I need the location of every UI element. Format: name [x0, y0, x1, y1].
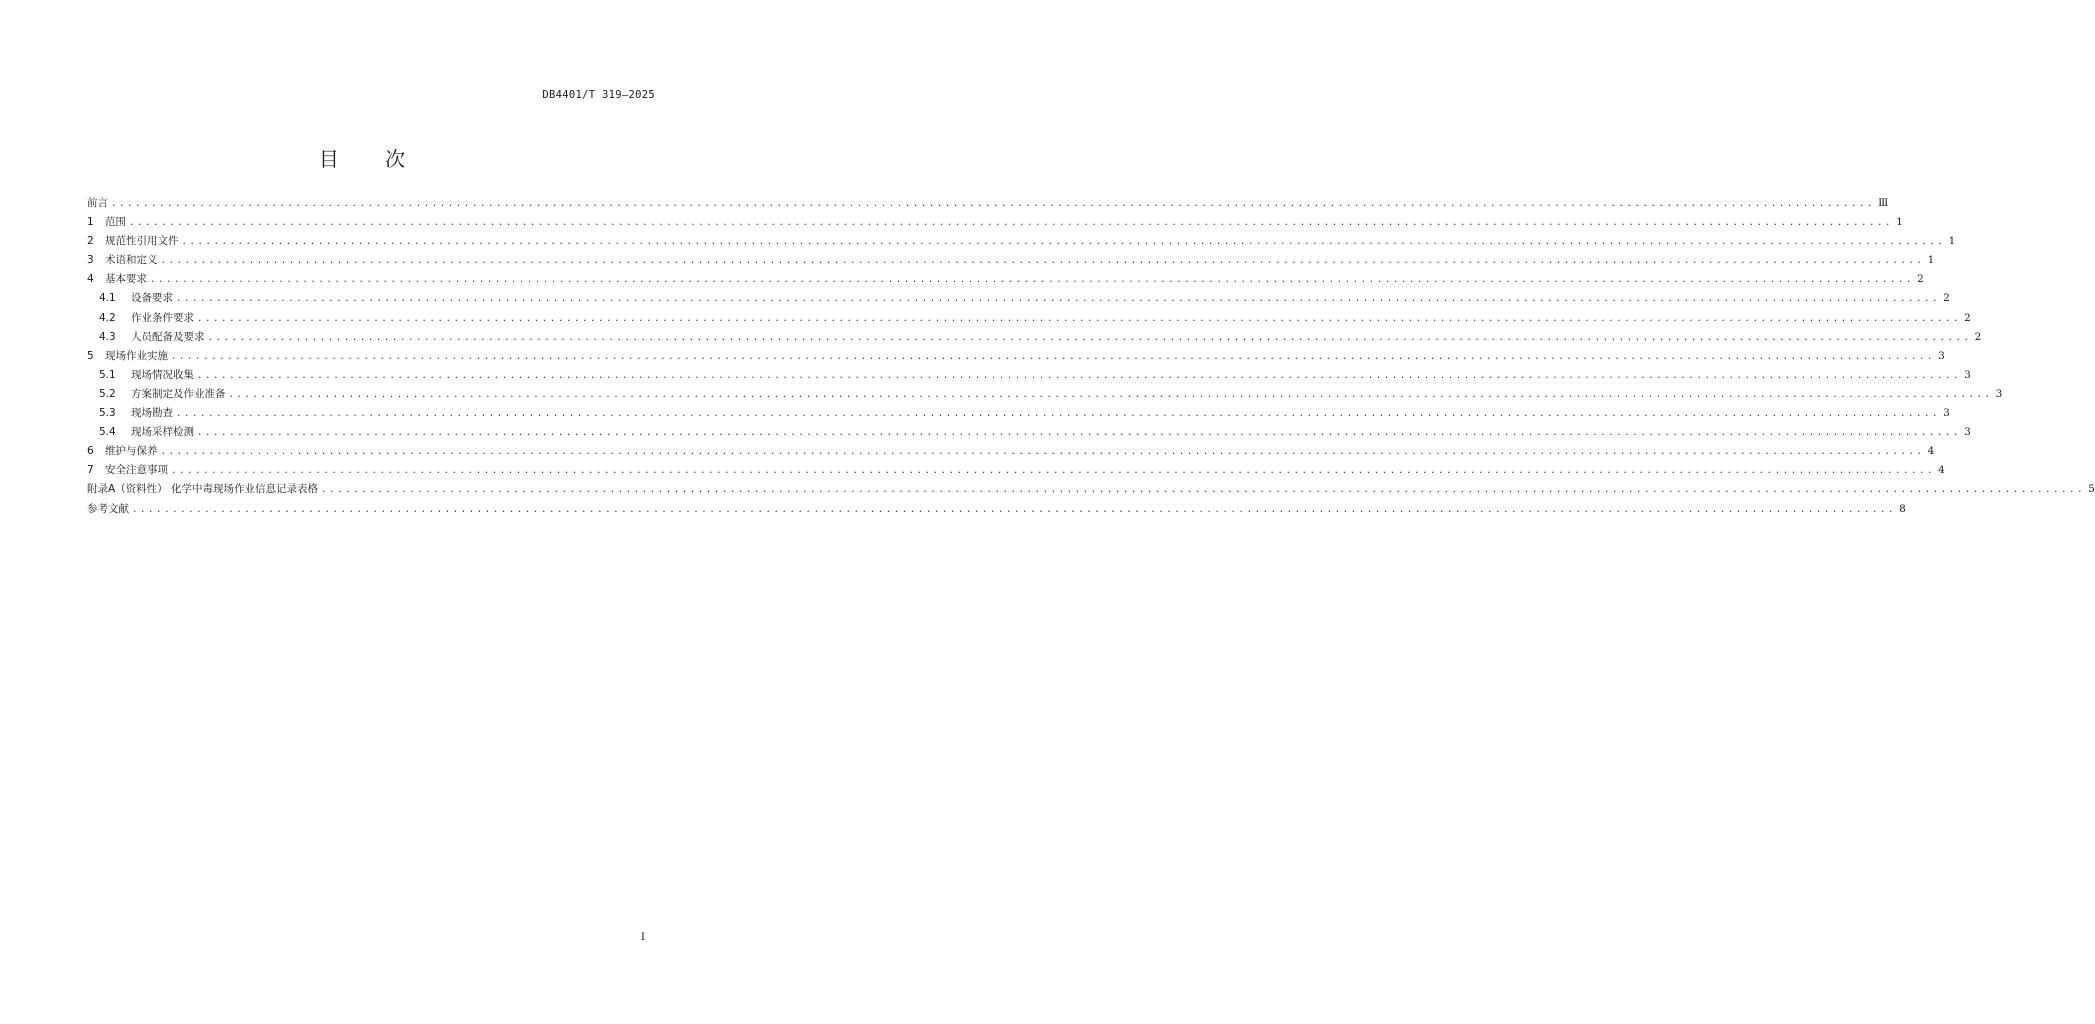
- toc-entry-label: 参考文献: [87, 502, 129, 515]
- toc-entry-number: 2: [87, 235, 94, 248]
- toc-entry-number: 5.2: [99, 387, 116, 400]
- toc-entry-label: 范围: [105, 216, 126, 229]
- toc-entry-5-2[interactable]: [87, 385, 2003, 404]
- toc-entry-page: 4: [1927, 445, 1935, 458]
- toc-entry-label: 附录A（资料性） 化学中毒现场作业信息记录表格: [87, 483, 319, 496]
- toc-dot-leader: ............................................................................................................................................................................................................................: [228, 389, 1993, 400]
- toc-entry-label: 术语和定义: [105, 254, 158, 267]
- toc-entry-page: 2: [1917, 273, 1924, 286]
- toc-entry-number: 6: [87, 445, 94, 458]
- toc-entry-number: 5: [87, 349, 94, 362]
- toc-entry-page: 3: [1964, 426, 1971, 439]
- toc-entry-label: 现场勘查: [131, 407, 173, 420]
- toc-dot-leader: ............................................................................................................................................................................................................................: [160, 256, 1925, 267]
- toc-entry-label: 设备要求: [131, 292, 173, 305]
- toc-entry-label: 维护与保养: [105, 445, 158, 458]
- toc-entry-number: 4: [87, 273, 94, 286]
- toc-entry-4-2[interactable]: [87, 309, 1971, 328]
- toc-entry-5[interactable]: [87, 347, 1945, 366]
- toc-dot-leader: ............................................................................................................................................................................................................................: [111, 199, 1876, 209]
- toc-entry-2[interactable]: [87, 232, 1956, 251]
- toc-entry-page: 3: [1995, 387, 2003, 400]
- toc-dot-leader: ............................................................................................................................................................................................................................: [197, 428, 1962, 439]
- toc-entry-page: 5: [2088, 483, 2095, 496]
- toc-entry-label: 基本要求: [105, 273, 147, 286]
- toc-dot-leader: ............................................................................................................................................................................................................................: [171, 351, 1936, 362]
- toc-dot-leader: ............................................................................................................................................................................................................................: [321, 485, 2086, 496]
- toc-entry-number: 5.1: [99, 368, 116, 381]
- toc-entry-page: 1: [1896, 216, 1903, 229]
- toc-entry-5-1[interactable]: [87, 366, 1971, 385]
- toc-dot-leader: ............................................................................................................................................................................................................................: [176, 409, 1941, 420]
- toc-entry-page: 8: [1899, 502, 1906, 515]
- toc-entry-label: 安全注意事项: [105, 464, 168, 477]
- toc-entry-label: 规范性引用文件: [105, 235, 179, 248]
- toc-dot-leader: ............................................................................................................................................................................................................................: [197, 370, 1962, 381]
- toc-entry-4-3[interactable]: [87, 328, 1982, 347]
- toc-dot-leader: ............................................................................................................................................................................................................................: [181, 237, 1946, 248]
- toc-entry-number: 5.3: [99, 407, 116, 420]
- toc-dot-leader: ............................................................................................................................................................................................................................: [197, 313, 1962, 324]
- toc-entry-label: 前言: [87, 197, 108, 209]
- toc-entry-number: 4.3: [99, 330, 116, 343]
- toc-entry-references[interactable]: [87, 500, 1906, 519]
- toc-title: 目 次: [318, 147, 426, 171]
- toc-entry-number: 1: [87, 216, 94, 229]
- toc-entry-label: 现场采样检测: [131, 426, 194, 439]
- toc-dot-leader: ............................................................................................................................................................................................................................: [132, 504, 1897, 515]
- toc-entry-label: 作业条件要求: [131, 311, 194, 324]
- toc-entry-page: 2: [1974, 330, 1982, 343]
- toc-entry-label: 现场作业实施: [105, 349, 168, 362]
- toc-entry-number: 5.4: [99, 426, 116, 439]
- toc-entry-page: 1: [1948, 235, 1956, 248]
- toc-entry-number: 3: [87, 254, 94, 267]
- toc-entry-number: 7: [87, 464, 94, 477]
- toc-dot-leader: ............................................................................................................................................................................................................................: [129, 218, 1894, 229]
- toc-entry-page: 1: [1927, 254, 1935, 267]
- toc-entry-label: 方案制定及作业准备: [131, 387, 226, 400]
- toc-entry-page: 3: [1943, 407, 1950, 420]
- toc-entry-page: 4: [1938, 464, 1945, 477]
- toc-entry-number: 4.1: [99, 292, 116, 305]
- toc-dot-leader: ............................................................................................................................................................................................................................: [150, 275, 1915, 286]
- toc-list: [87, 194, 2095, 519]
- toc-entry-foreword[interactable]: [87, 194, 1889, 213]
- toc-dot-leader: ............................................................................................................................................................................................................................: [207, 332, 1972, 343]
- toc-entry-appendix-a[interactable]: [87, 480, 2095, 499]
- toc-entry-page: Ⅲ: [1878, 197, 1889, 209]
- toc-entry-4[interactable]: [87, 270, 1924, 289]
- toc-entry-1[interactable]: [87, 213, 1903, 232]
- toc-entry-page: 3: [1964, 368, 1971, 381]
- toc-entry-label: 人员配备及要求: [131, 330, 205, 343]
- toc-entry-6[interactable]: [87, 442, 1935, 461]
- toc-dot-leader: ............................................................................................................................................................................................................................: [171, 466, 1936, 477]
- toc-entry-4-1[interactable]: [87, 289, 1950, 308]
- toc-dot-leader: ............................................................................................................................................................................................................................: [160, 447, 1925, 458]
- document-code: DB4401/T 319—2025: [542, 89, 655, 101]
- page-number: I: [640, 931, 645, 943]
- toc-entry-7[interactable]: [87, 461, 1945, 480]
- toc-entry-5-4[interactable]: [87, 423, 1971, 442]
- toc-entry-page: 2: [1964, 311, 1971, 324]
- toc-entry-number: 4.2: [99, 311, 116, 324]
- toc-entry-3[interactable]: [87, 251, 1935, 270]
- toc-entry-5-3[interactable]: [87, 404, 1950, 423]
- toc-entry-page: 3: [1938, 349, 1945, 362]
- toc-dot-leader: ............................................................................................................................................................................................................................: [176, 294, 1941, 305]
- toc-entry-label: 现场情况收集: [131, 368, 194, 381]
- toc-entry-page: 2: [1943, 292, 1950, 305]
